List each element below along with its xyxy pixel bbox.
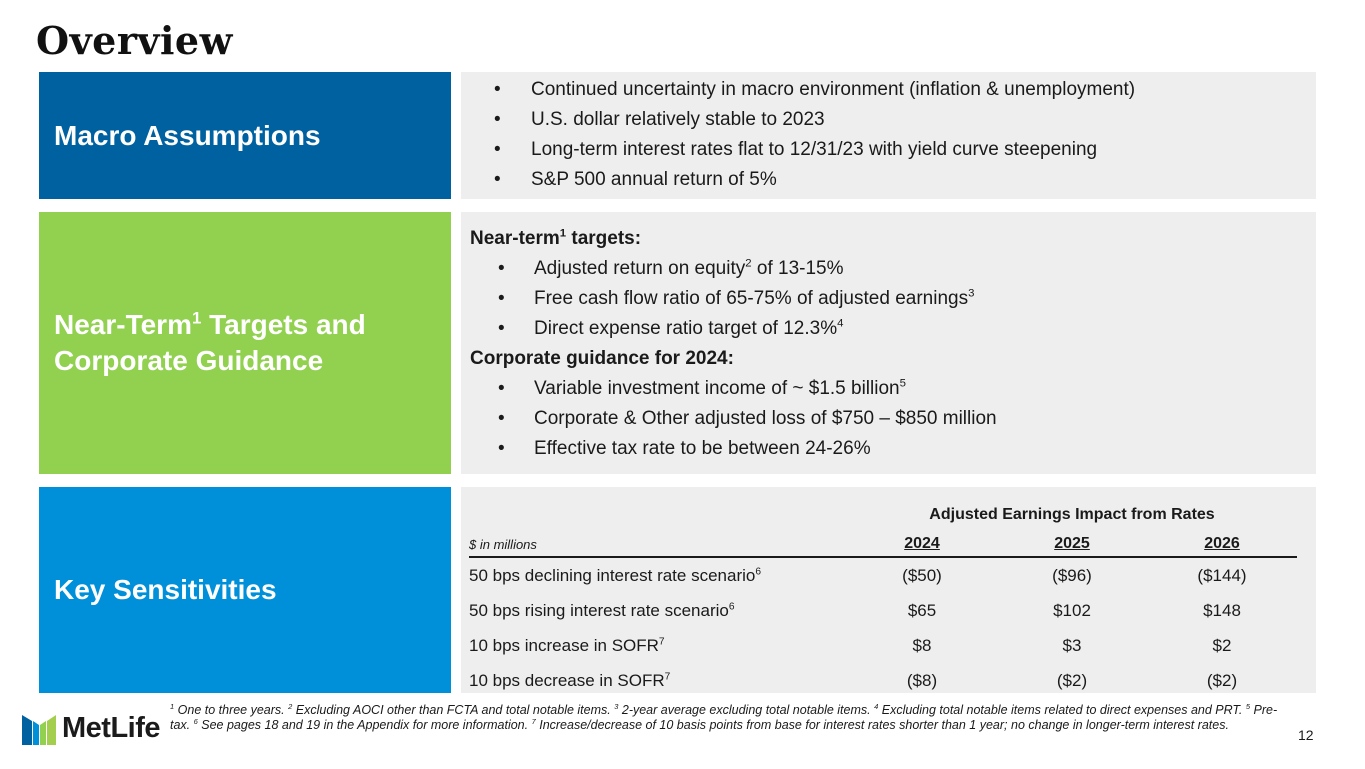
cell-value: ($8) bbox=[906, 670, 938, 690]
cell-value: ($50) bbox=[902, 565, 942, 585]
targets-heading: Near-term$^1$ targets: bbox=[470, 227, 642, 249]
macro-bullet: • U.S. dollar relatively stable to 2023 bbox=[461, 105, 1316, 135]
cell-value: $102 bbox=[1053, 600, 1091, 620]
key-sensitivities-content bbox=[461, 487, 1316, 693]
row-label: 50 bps declining interest rate scenario$^6$ bbox=[469, 565, 762, 585]
page-title: Overview bbox=[36, 18, 233, 63]
guidance-item: • Corporate & Other adjusted loss of $750 – $850 million bbox=[470, 404, 1316, 434]
guidance-item: • Variable investment income of ~ $1.5 billion$^5$ bbox=[470, 374, 1316, 404]
cell-value: $8 bbox=[912, 635, 932, 655]
near-label-line2: Corporate Guidance bbox=[54, 345, 324, 376]
target-item: • Adjusted return on equity$^2$ of 13-15% bbox=[470, 254, 1316, 284]
cell-value: ($2) bbox=[1206, 670, 1238, 690]
guidance-heading: Corporate guidance for 2024: bbox=[470, 348, 734, 369]
cell-value: $2 bbox=[1212, 635, 1232, 655]
table-title: Adjusted Earnings Impact from Rates bbox=[929, 505, 1215, 523]
target-item: • Free cash flow ratio of 65-75% of adjusted earnings$^3$ bbox=[470, 284, 1316, 314]
table-header-row bbox=[469, 532, 1297, 557]
units-label: $ in millions bbox=[469, 532, 847, 557]
cell-value: $3 bbox=[1062, 635, 1082, 655]
table-row bbox=[469, 593, 1297, 628]
cell-value: $148 bbox=[1203, 600, 1241, 620]
sensitivities-table bbox=[469, 497, 1297, 698]
table-row bbox=[469, 628, 1297, 663]
row-label: 50 bps rising interest rate scenario$^6$ bbox=[469, 600, 735, 620]
near-term-label bbox=[39, 212, 451, 474]
sens-label-text: Key Sensitivities bbox=[54, 574, 277, 605]
row-label: 10 bps increase in SOFR$^7$ bbox=[469, 635, 665, 655]
cell-value: ($96) bbox=[1052, 565, 1092, 585]
cell-value: ($2) bbox=[1056, 670, 1088, 690]
table-row bbox=[469, 557, 1297, 593]
near-label-sup: 1 bbox=[191, 308, 202, 328]
cell-value: $65 bbox=[907, 600, 937, 620]
guidance-item: • Effective tax rate to be between 24-26% bbox=[470, 434, 1316, 464]
logo-text: MetLife bbox=[62, 711, 160, 744]
metlife-m-icon bbox=[22, 711, 56, 745]
near-label-line1-rest: Targets and bbox=[201, 309, 366, 340]
macro-bullet: • Continued uncertainty in macro environment (inflation & unemployment) bbox=[461, 75, 1316, 105]
macro-bullet: • Long-term interest rates flat to 12/31/23 with yield curve steepening bbox=[461, 135, 1316, 165]
near-term-content bbox=[461, 212, 1316, 474]
key-sensitivities-label bbox=[39, 487, 451, 693]
footnotes: $^1$ One to three years. $^2$ Excluding AOCI other than FCTA and total notable items. $^3$ 2-year average excluding total notable items. $^4$ Excluding total notable items related to direct expenses and PRT. $^5$ Pre-tax. $^6$ See pages 18 and 19 in the Appendix for more information. $^7$ Increase/decrease of 10 basis points from base for interest rates shorter than 1 year; no change in longer-term interest rates. bbox=[170, 701, 1278, 732]
year-header: 2024 bbox=[847, 532, 997, 557]
row-label: 10 bps decrease in SOFR$^7$ bbox=[469, 670, 671, 690]
macro-bullet: • S&P 500 annual return of 5% bbox=[461, 165, 1316, 195]
target-item: • Direct expense ratio target of 12.3%$^4$ bbox=[470, 314, 1316, 344]
page-number: 12 bbox=[1298, 727, 1314, 743]
table-row bbox=[469, 663, 1297, 698]
macro-assumptions-content bbox=[461, 72, 1316, 199]
metlife-logo bbox=[22, 711, 160, 745]
year-header: 2026 bbox=[1147, 532, 1297, 557]
near-label-line1: Near-Term bbox=[54, 309, 192, 340]
year-header: 2025 bbox=[997, 532, 1147, 557]
macro-label-text: Macro Assumptions bbox=[54, 119, 321, 151]
macro-assumptions-label bbox=[39, 72, 451, 199]
cell-value: ($144) bbox=[1197, 565, 1247, 585]
